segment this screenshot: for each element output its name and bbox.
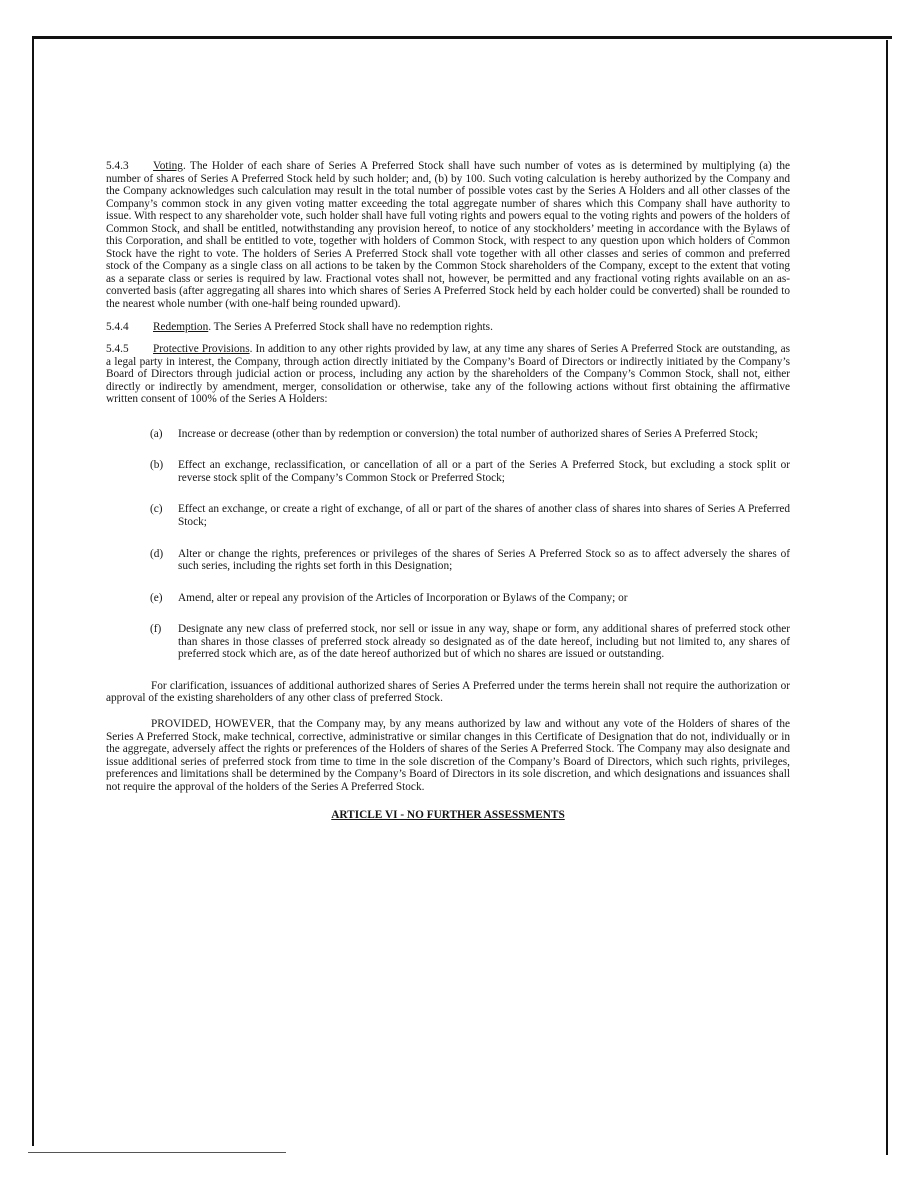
list-item-text: Designate any new class of preferred stock, nor sell or issue in any way, shape or form, any additional shares of preferred stock other than shares in those classes of preferred stock already so designated as of the date hereof, including but not limited to, any shares of preferred stock which are, as of the date hereof authorized but of which no shares are issued or outstanding. [178,623,790,661]
section-title: Protective Provisions [153,343,250,356]
list-marker: (c) [150,503,163,516]
list-item [150,503,790,528]
list-item [150,623,790,661]
section-number: 5.4.5 [106,343,129,356]
protective-provisions-list [106,428,790,661]
list-item-text: Effect an exchange, reclassification, or cancellation of all or a part of the Series A Preferred Stock, but excluding a stock split or reverse stock split of the Company’s Common Stock or Preferred Stock; [178,459,790,484]
page-border-right [886,40,888,1155]
section-5-4-3 [106,160,790,311]
section-title: Redemption [153,320,209,333]
section-5-4-5 [106,343,790,406]
list-item-text: Effect an exchange, or create a right of exchange, of all or part of the shares of another class of shares into shares of Series A Preferred Stock; [178,503,790,529]
article-heading: ARTICLE VI - NO FURTHER ASSESSMENTS [331,809,565,822]
list-item [150,459,790,484]
clarification-paragraph: For clarification, issuances of additional authorized shares of Series A Preferred under the terms herein shall not require the authorization or approval of the existing shareholders of any other class of preferred Stock. [106,679,790,705]
section-text: . The Holder of each share of Series A Preferred Stock shall have such number of votes as is determined by multiplying (a) the number of shares of Series A Preferred Stock held by such holder; and, (b) by 100. Such voting calculation is hereby authorized by the Company and the Company acknowledges such calculation may result in the total number of possible votes cast by the Series A Holders and all other classes of the Company’s common stock in any given voting matter exceeding the total aggregate number of shares which this Company shall have authority to issue. With respect to any shareholder vote, such holder shall have full voting rights and powers equal to the voting rights and powers of the holders of Common Stock, and shall be entitled, notwithstanding any provision hereof, to notice of any stockholders’ meeting in accordance with the Bylaws of this Corporation, and shall be entitled to vote, together with holders of Common Stock, with respect to any question upon which holders of Common Stock have the right to vote. The holders of Series A Preferred Stock shall vote together with all other classes and series of common and preferred stock of the Company as a single class on all actions to be taken by the Common Stock shareholders of the Company, except to the extent that voting as a separate class or series is required by law. Fractional votes shall not, however, be permitted and any fractional voting rights available on an as-converted basis (after aggregating all shares into which shares of Series A Preferred Stock held by each holder could be converted) shall be rounded to the nearest whole number (with one-half being rounded upward). [106,160,790,311]
section-text: . In addition to any other rights provided by law, at any time any shares of Series A Preferred Stock are outstanding, as a legal party in interest, the Company, through action directly initiated by the Company’s Board of Directors or indirectly initiated by the Company’s Board of Directors through judicial action or process, including any action by the shareholders of the Company’s Common Stock, shall not, either directly or indirectly by amendment, merger, consolidation or otherwise, take any of the following actions without first obtaining the affirmative written consent of 100% of the Series A Holders: [106,343,790,406]
list-item [150,592,790,605]
page-border-left [32,36,34,1146]
proviso-paragraph: PROVIDED, HOWEVER, that the Company may, by any means authorized by law and without any vote of the Holders of shares of the Series A Preferred Stock, make technical, corrective, administrative or similar changes in this Certificate of Designation that do not, individually or in the aggregate, adversely affect the rights or preferences of the Holders of shares of the Series A Preferred Stock. The Company may also designate and issue additional series of preferred stock from time to time in the sole discretion of the Company’s Board of Directors, which such rights, privileges, preferences and limitations shall be determined by the Company’s Board of Directors in its sole discretion, and which designations and issuances shall not require the approval of the holders of the Series A Preferred Stock. [106,717,790,793]
section-5-4-4 [106,321,790,334]
list-item [150,548,790,573]
list-item [150,428,790,441]
section-number: 5.4.3 [106,160,129,172]
list-marker: (e) [150,591,163,604]
document-body [106,160,790,822]
list-item-text: Increase or decrease (other than by redemption or conversion) the total number of authorized shares of Series A Preferred Stock; [178,427,759,440]
list-marker: (b) [150,459,164,472]
page-border-top [32,36,892,39]
list-item-text: Alter or change the rights, preferences or privileges of the shares of Series A Preferred Stock so as to affect adversely the shares of such series, including the rights set forth in this Designation; [178,547,790,573]
list-marker: (d) [150,547,164,560]
section-text: . The Series A Preferred Stock shall have no redemption rights. [208,320,493,333]
list-item-text: Amend, alter or repeal any provision of the Articles of Incorporation or Bylaws of the Company; or [178,591,628,604]
page-border-bottom [28,1152,286,1153]
list-marker: (a) [150,427,163,440]
section-number: 5.4.4 [106,320,129,333]
section-title: Voting [153,160,183,172]
list-marker: (f) [150,623,162,636]
